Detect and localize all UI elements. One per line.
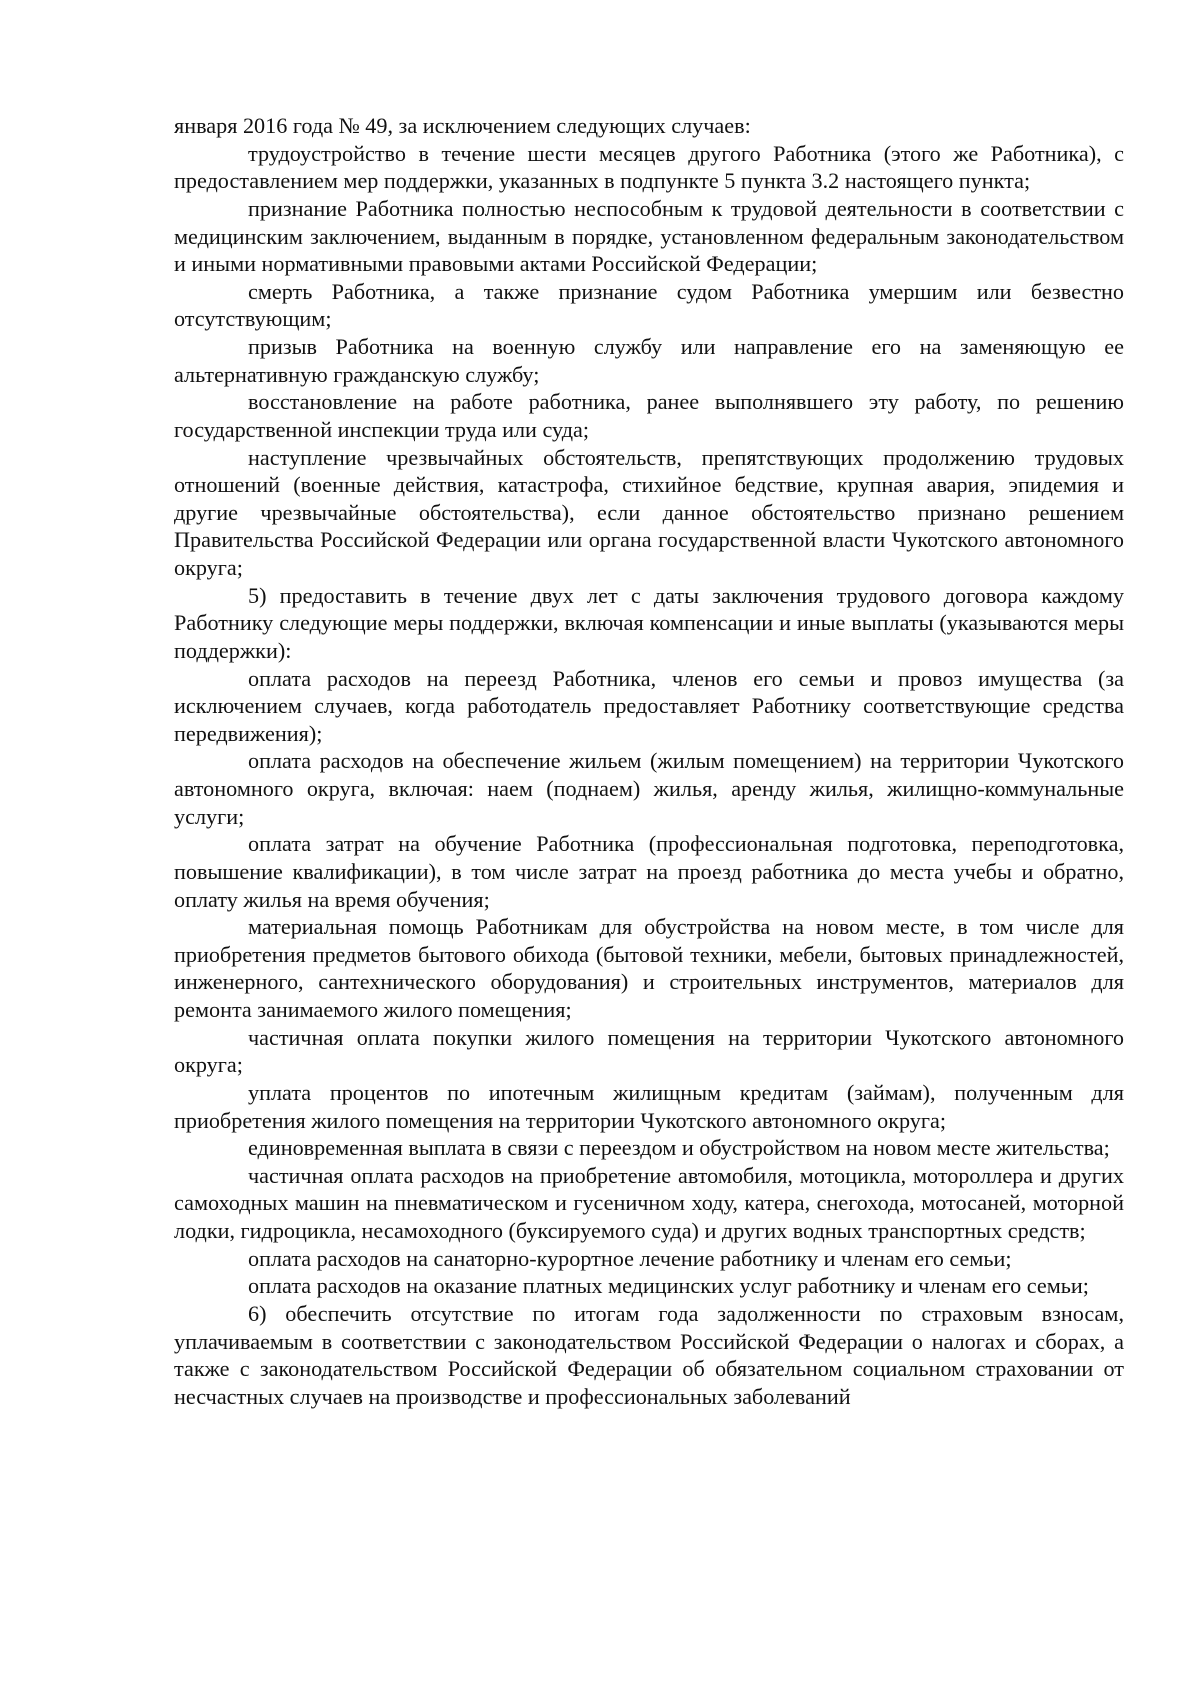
paragraph-exception-military: призыв Работника на военную службу или направление его на заменяющую ее альтернативную гражданскую службу; xyxy=(174,334,1124,387)
paragraph-support-relocation: оплата расходов на переезд Работника, членов его семьи и провоз имущества (за исключением случаев, когда работодатель предоставляет Работнику соответствующие средства передвижения); xyxy=(174,665,1124,746)
paragraph-support-sanatorium: оплата расходов на санаторно-курортное лечение работнику и членам его семьи; xyxy=(248,1245,1012,1271)
paragraph-support-medical: оплата расходов на оказание платных медицинских услуг работнику и членам его семьи; xyxy=(248,1273,1089,1299)
paragraph-item-6: 6) обеспечить отсутствие по итогам года задолженности по страховым взносам, уплачиваемым в соответствии с законодательством Российской Федерации о налогах и сборах, а также с законодательством Российской Федерации об обязательном социальном страховании от несчастных случаев на производстве и профессиональных заболеваний xyxy=(174,1300,1124,1409)
paragraph-exception-reinstatement: восстановление на работе работника, ранее выполнявшего эту работу, по решению государственной инспекции труда или суда; xyxy=(174,389,1124,442)
paragraph-support-material-aid: материальная помощь Работникам для обустройства на новом месте, в том числе для приобретения предметов бытового обихода (бытовой техники, мебели, бытовых принадлежностей, инженерного, сантехнического оборудования) и строительных инструментов, материалов для ремонта занимаемого жилого помещения; xyxy=(174,914,1124,1022)
paragraph-support-housing: оплата расходов на обеспечение жильем (жилым помещением) на территории Чукотского автономного округа, включая: наем (поднаем) жилья, аренду жилья, жилищно-коммунальные услуги; xyxy=(174,748,1124,829)
paragraph-support-lump-sum: единовременная выплата в связи с переездом и обустройством на новом месте жительства; xyxy=(248,1135,1110,1161)
paragraph-item-5: 5) предоставить в течение двух лет с даты заключения трудового договора каждому Работнику следующие меры поддержки, включая компенсации и иные выплаты (указываются меры поддержки): xyxy=(174,582,1124,663)
paragraph-exception-emergency: наступление чрезвычайных обстоятельств, препятствующих продолжению трудовых отношений (военные действия, катастрофа, стихийное бедствие, крупная авария, эпидемия и другие чрезвычайные обстоятельства), если данное обстоятельство признано решением Правительства Российской Федерации или органа государственной власти Чукотского автономного округа; xyxy=(174,444,1124,580)
paragraph-support-training: оплата затрат на обучение Работника (профессиональная подготовка, переподготовка, повышение квалификации), в том числе затрат на проезд работника до места учебы и обратно, оплату жилья на время обучения; xyxy=(174,831,1124,912)
paragraph-exception-employment: трудоустройство в течение шести месяцев другого Работника (этого же Работника), с предоставлением мер поддержки, указанных в подпункте 5 пункта 3.2 настоящего пункта; xyxy=(174,140,1124,194)
paragraph-support-mortgage: уплата процентов по ипотечным жилищным кредитам (займам), полученным для приобретения жилого помещения на территории Чукотского автономного округа; xyxy=(174,1079,1124,1133)
paragraph-support-vehicle: частичная оплата расходов на приобретение автомобиля, мотоцикла, мотороллера и других самоходных машин на пневматическом и гусеничном ходу, катера, снегохода, мотосаней, моторной лодки, гидроцикла, несамоходного (буксируемого суда) и других водных транспортных средств; xyxy=(174,1162,1124,1243)
paragraph-exception-disability: признание Работника полностью неспособным к трудовой деятельности в соответствии с медицинским заключением, выданным в порядке, установленном федеральным законодательством и иными нормативными правовыми актами Российской Федерации; xyxy=(174,195,1124,277)
paragraph-exception-death: смерть Работника, а также признание судом Работника умершим или безвестно отсутствующим; xyxy=(174,278,1124,332)
paragraph-support-home-purchase: частичная оплата покупки жилого помещения на территории Чукотского автономного округа; xyxy=(174,1024,1124,1078)
document-body xyxy=(174,112,1124,1410)
paragraph-continuation: января 2016 года № 49, за исключением следующих случаев: xyxy=(174,113,751,138)
